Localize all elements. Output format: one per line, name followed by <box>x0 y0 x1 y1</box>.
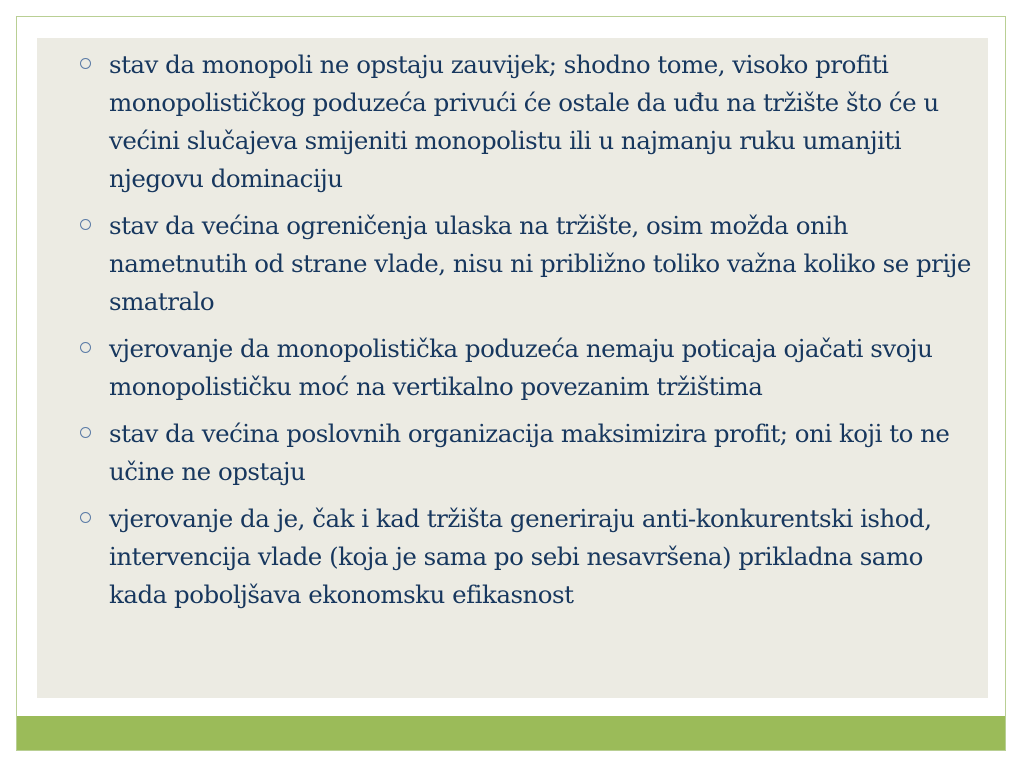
bullet-item <box>76 415 976 491</box>
bullet-item <box>76 46 976 198</box>
bullet-text: vjerovanje da je, čak i kad tržišta generiraju anti-konkurentski ishod, intervencija vlade (koja je sama po sebi nesavršena) prikladna samo kada poboljšava ekonomsku efikasnost <box>109 504 932 609</box>
bullet-text: vjerovanje da monopolistička poduzeća nemaju poticaja ojačati svoju monopolističku moć na vertikalno povezanim tržištima <box>109 334 933 401</box>
bullet-item <box>76 330 976 406</box>
bullet-item <box>76 500 976 614</box>
hollow-circle-bullet-icon <box>80 219 91 230</box>
bullet-item <box>76 207 976 321</box>
hollow-circle-bullet-icon <box>80 427 91 438</box>
hollow-circle-bullet-icon <box>80 512 91 523</box>
bullet-text: stav da većina ogreničenja ulaska na tržište, osim možda onih nametnutih od strane vlade, nisu ni približno toliko važna koliko se prije smatralo <box>109 211 971 316</box>
hollow-circle-bullet-icon <box>80 58 91 69</box>
bullet-text: stav da monopoli ne opstaju zauvijek; shodno tome, visoko profiti monopolističkog poduzeća privući će ostale da uđu na tržište što će u većini slučajeva smijeniti monopolistu ili u najmanju ruku umanjiti njegovu dominaciju <box>109 50 939 193</box>
footer-accent-bar <box>17 716 1005 750</box>
hollow-circle-bullet-icon <box>80 342 91 353</box>
bullet-text: stav da većina poslovnih organizacija maksimizira profit; oni koji to ne učine ne opstaju <box>109 419 950 486</box>
bullet-list <box>76 46 976 623</box>
